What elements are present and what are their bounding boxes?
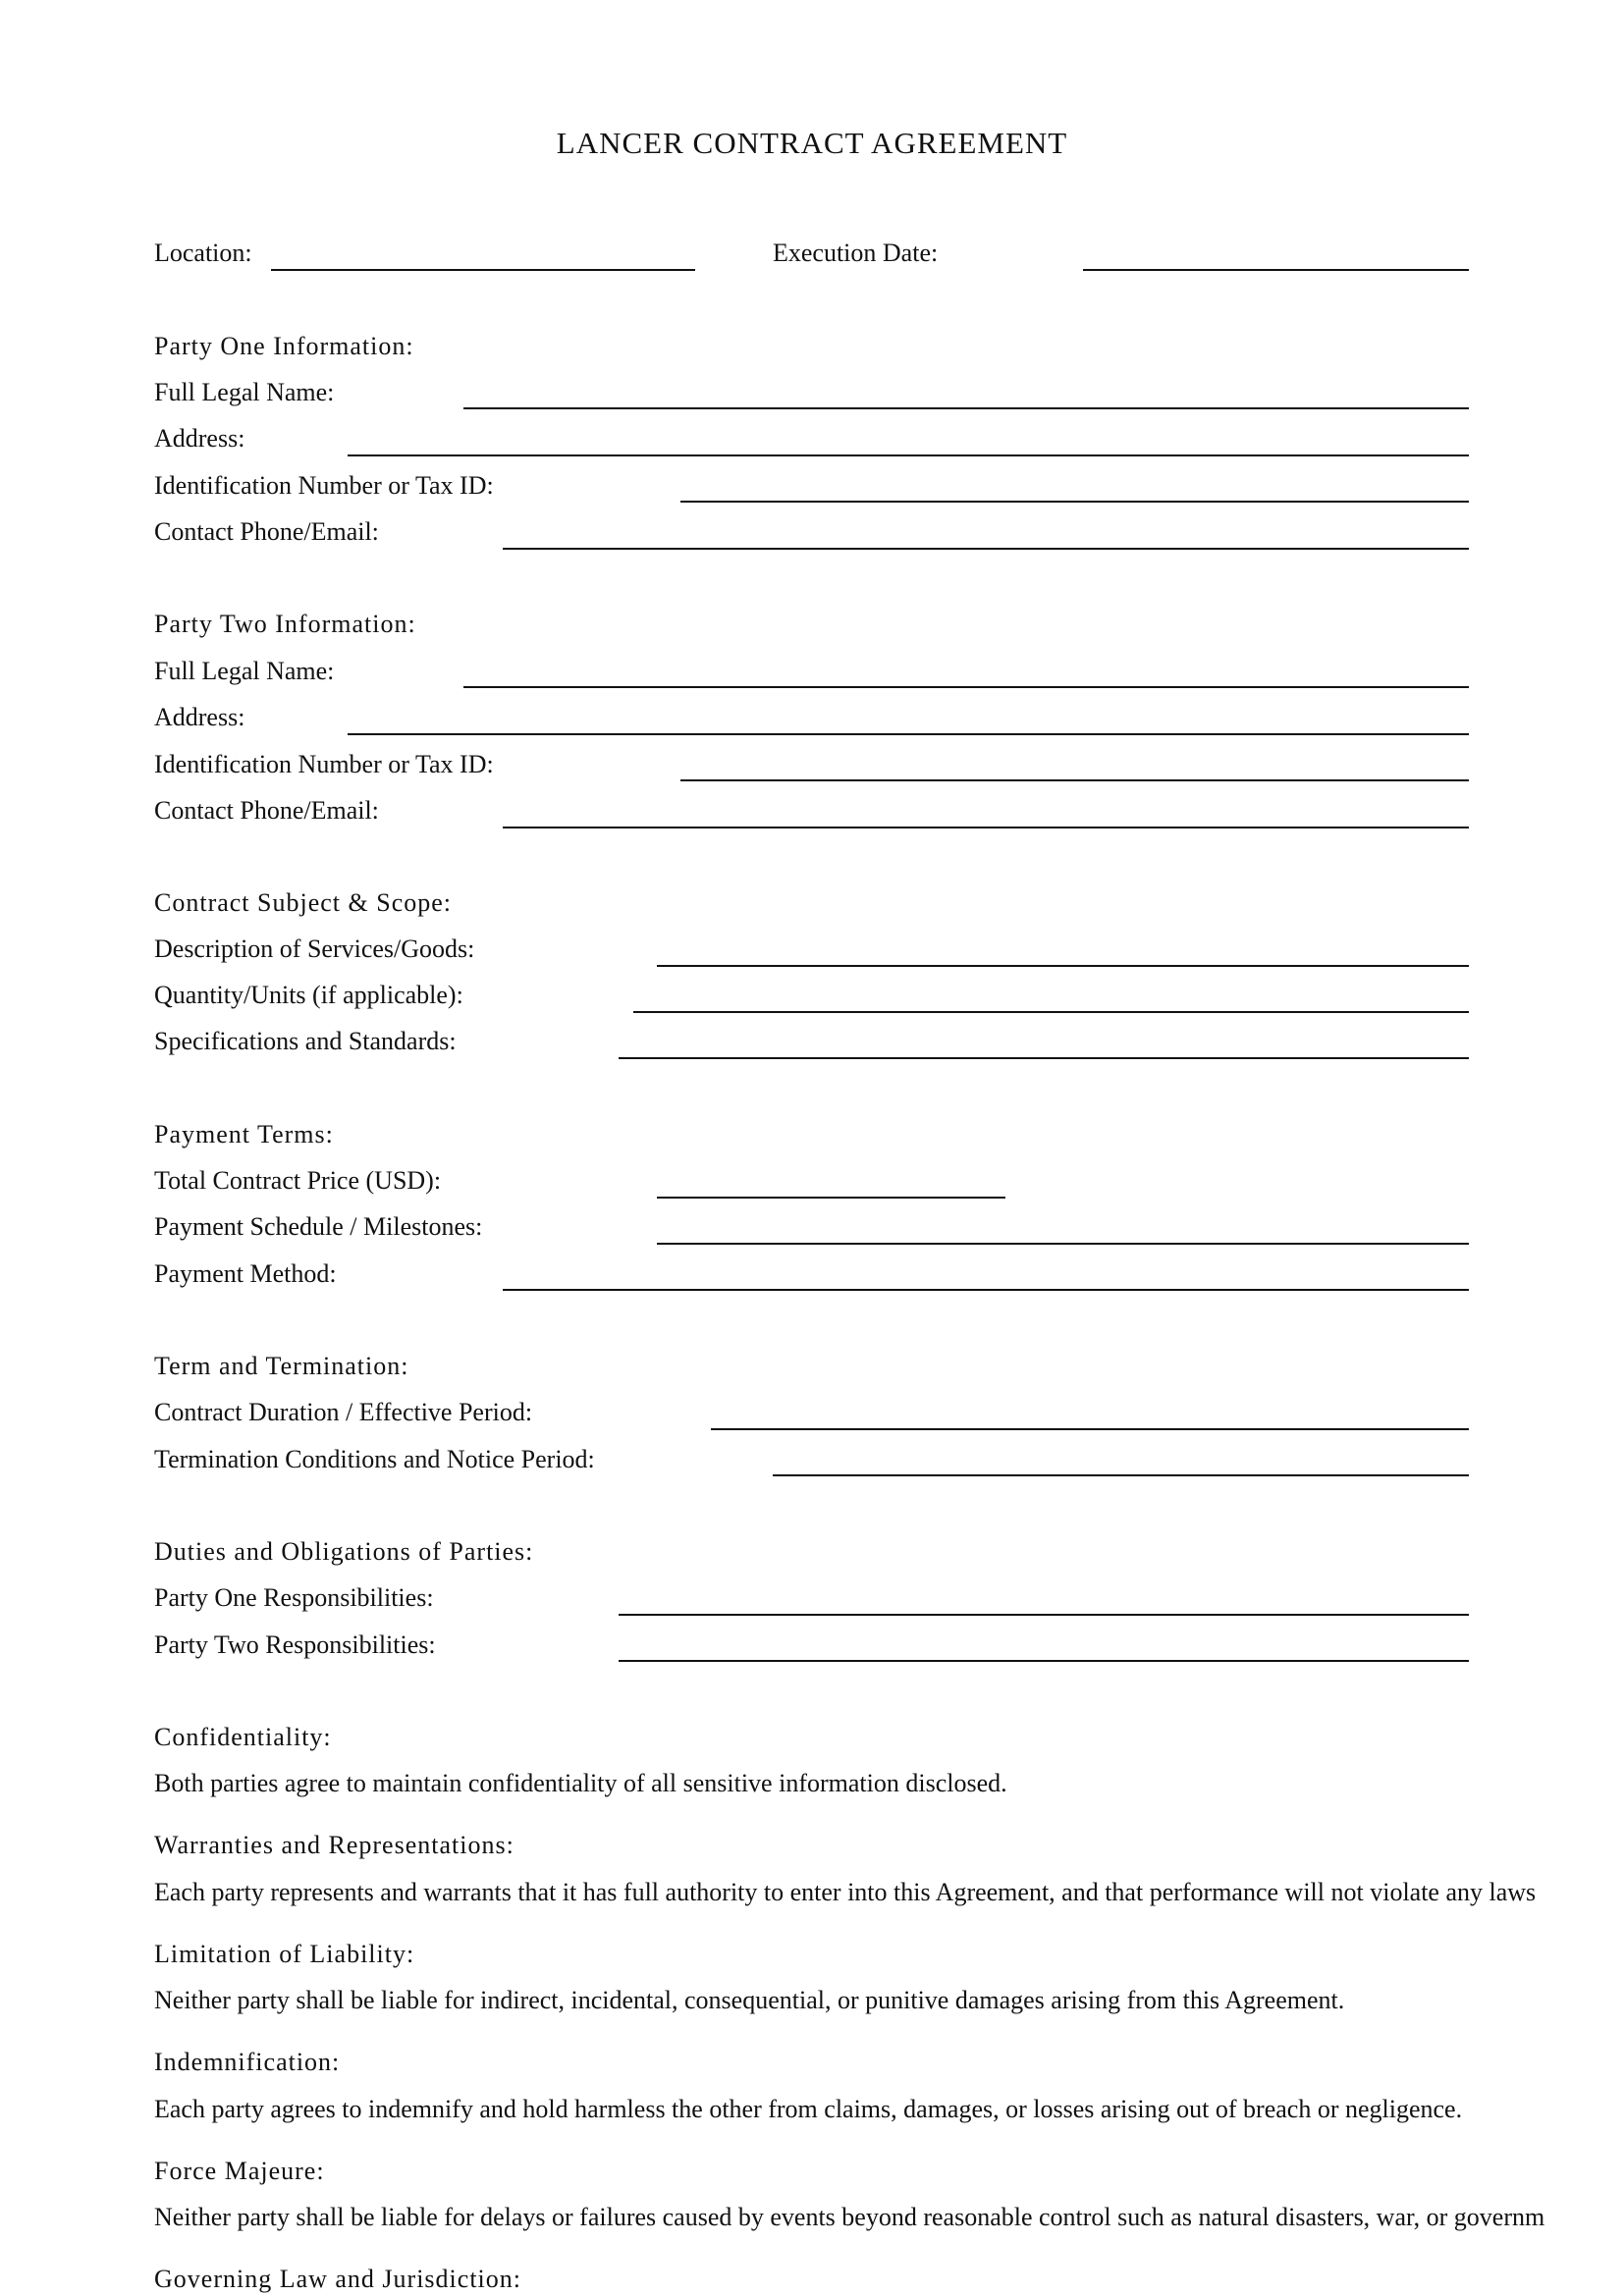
contract-duration-label: Contract Duration / Effective Period: <box>154 1398 533 1426</box>
total-price-field[interactable] <box>657 1197 1005 1199</box>
party-one-contact-field[interactable] <box>503 548 1469 550</box>
contract-duration-field[interactable] <box>711 1428 1469 1430</box>
payment-schedule-label: Payment Schedule / Milestones: <box>154 1212 483 1241</box>
party-two-contact-field[interactable] <box>503 827 1469 828</box>
confidentiality-text: Both parties agree to maintain confidentiality of all sensitive information disclosed. <box>154 1769 1007 1797</box>
payment-schedule-field[interactable] <box>657 1243 1469 1245</box>
party-two-heading: Party Two Information: <box>154 610 416 638</box>
party-one-id-label: Identification Number or Tax ID: <box>154 471 494 500</box>
payment-method-label: Payment Method: <box>154 1259 337 1288</box>
location-field[interactable] <box>271 269 695 271</box>
duties-heading: Duties and Obligations of Parties: <box>154 1537 534 1566</box>
confidentiality-heading: Confidentiality: <box>154 1723 332 1751</box>
indemnification-heading: Indemnification: <box>154 2048 341 2076</box>
party-one-full-name-field[interactable] <box>463 407 1469 409</box>
party-two-contact-label: Contact Phone/Email: <box>154 796 379 825</box>
payment-heading: Payment Terms: <box>154 1120 334 1148</box>
description-field[interactable] <box>657 965 1469 967</box>
indemnification-text: Each party agrees to indemnify and hold harmless the other from claims, damages, or losses arising out of breach or negligence. <box>154 2095 1463 2123</box>
document-title: LANCER CONTRACT AGREEMENT <box>556 126 1068 160</box>
execution-date-field[interactable] <box>1083 269 1469 271</box>
force-majeure-text: Neither party shall be liable for delays or failures caused by events beyond reasonable control such as natural disasters, war, or governm <box>154 2203 1545 2231</box>
party-two-full-name-field[interactable] <box>463 686 1469 688</box>
quantity-label: Quantity/Units (if applicable): <box>154 981 463 1009</box>
payment-method-field[interactable] <box>503 1289 1469 1291</box>
term-heading: Term and Termination: <box>154 1352 409 1380</box>
warranties-text: Each party represents and warrants that it has full authority to enter into this Agreement, and that performance will not violate any laws <box>154 1878 1537 1906</box>
specifications-label: Specifications and Standards: <box>154 1027 457 1055</box>
description-label: Description of Services/Goods: <box>154 934 475 963</box>
party-one-address-label: Address: <box>154 424 245 453</box>
termination-field[interactable] <box>773 1474 1469 1476</box>
party-two-id-label: Identification Number or Tax ID: <box>154 750 494 778</box>
party-one-full-name-label: Full Legal Name: <box>154 378 335 406</box>
termination-label: Termination Conditions and Notice Period: <box>154 1445 595 1473</box>
party-two-full-name-label: Full Legal Name: <box>154 657 335 685</box>
total-price-label: Total Contract Price (USD): <box>154 1166 442 1195</box>
party-one-id-field[interactable] <box>680 501 1469 503</box>
scope-heading: Contract Subject & Scope: <box>154 888 453 917</box>
warranties-heading: Warranties and Representations: <box>154 1831 514 1859</box>
party-one-responsibilities-label: Party One Responsibilities: <box>154 1583 434 1612</box>
party-one-contact-label: Contact Phone/Email: <box>154 517 379 546</box>
party-two-responsibilities-label: Party Two Responsibilities: <box>154 1630 436 1659</box>
location-label: Location: <box>154 239 252 267</box>
liability-text: Neither party shall be liable for indirect, incidental, consequential, or punitive damages arising from this Agreement. <box>154 1986 1345 2014</box>
party-one-heading: Party One Information: <box>154 332 414 360</box>
force-majeure-heading: Force Majeure: <box>154 2157 325 2185</box>
quantity-field[interactable] <box>633 1011 1469 1013</box>
party-two-responsibilities-field[interactable] <box>619 1660 1469 1662</box>
liability-heading: Limitation of Liability: <box>154 1940 415 1968</box>
execution-date-label: Execution Date: <box>773 239 939 267</box>
governing-law-heading: Governing Law and Jurisdiction: <box>154 2265 521 2293</box>
party-one-address-field[interactable] <box>348 454 1469 456</box>
specifications-field[interactable] <box>619 1057 1469 1059</box>
party-one-responsibilities-field[interactable] <box>619 1614 1469 1616</box>
party-two-address-label: Address: <box>154 703 245 731</box>
party-two-id-field[interactable] <box>680 779 1469 781</box>
party-two-address-field[interactable] <box>348 733 1469 735</box>
